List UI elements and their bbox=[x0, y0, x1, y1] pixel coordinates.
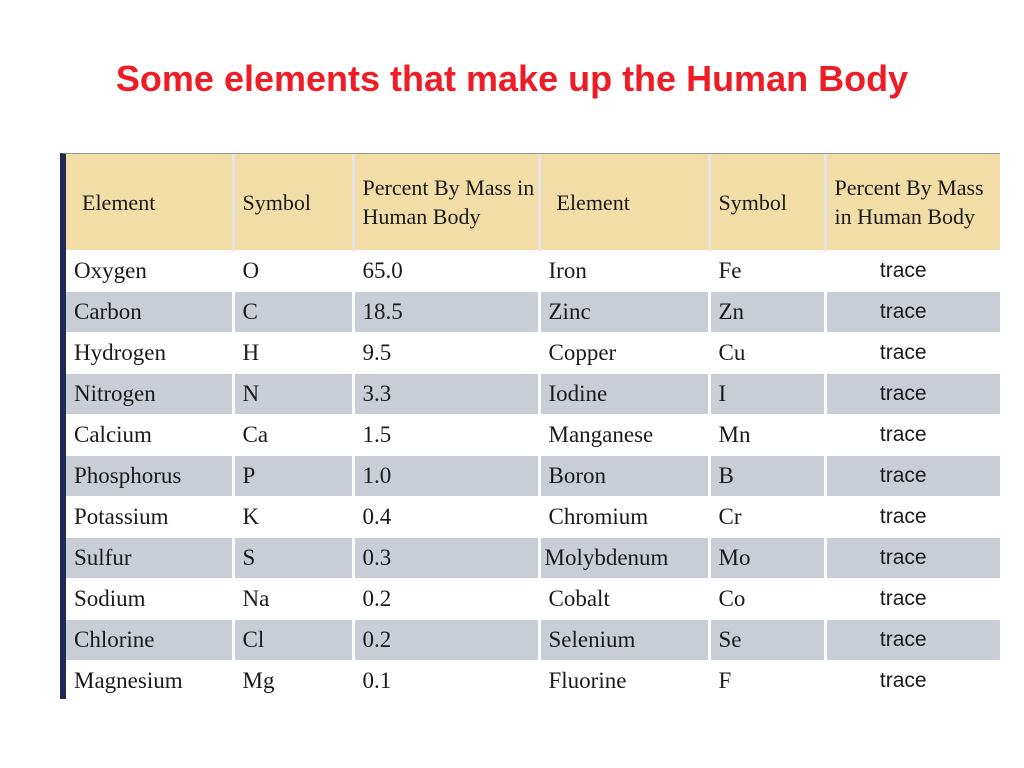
percent-by-mass: trace bbox=[825, 661, 1000, 702]
element-name: Phosphorus bbox=[66, 456, 233, 497]
element-symbol: H bbox=[233, 333, 353, 374]
slide-title: Some elements that make up the Human Body bbox=[115, 58, 909, 99]
element-name: Fluorine bbox=[539, 661, 709, 702]
header-symbol-2: Symbol bbox=[709, 154, 825, 251]
element-name: Sulfur bbox=[66, 538, 233, 579]
percent-by-mass: 0.4 bbox=[353, 497, 539, 538]
element-name: Zinc bbox=[539, 292, 709, 333]
percent-by-mass: trace bbox=[825, 251, 1000, 292]
element-symbol: Mo bbox=[709, 538, 825, 579]
element-name: Nitrogen bbox=[66, 374, 233, 415]
element-symbol: B bbox=[709, 456, 825, 497]
percent-by-mass: 3.3 bbox=[353, 374, 539, 415]
element-symbol: Zn bbox=[709, 292, 825, 333]
elements-table bbox=[66, 154, 1000, 701]
element-symbol: Fe bbox=[709, 251, 825, 292]
percent-by-mass: trace bbox=[825, 620, 1000, 661]
table-row bbox=[66, 333, 1000, 374]
element-symbol: Cl bbox=[233, 620, 353, 661]
element-name: Manganese bbox=[539, 415, 709, 456]
element-name: Boron bbox=[539, 456, 709, 497]
element-symbol: Cr bbox=[709, 497, 825, 538]
percent-by-mass: 0.2 bbox=[353, 620, 539, 661]
table-row bbox=[66, 538, 1000, 579]
elements-table-frame bbox=[60, 153, 1000, 699]
element-name: Chlorine bbox=[66, 620, 233, 661]
element-symbol: Ca bbox=[233, 415, 353, 456]
table-row bbox=[66, 497, 1000, 538]
table-row bbox=[66, 456, 1000, 497]
element-symbol: Se bbox=[709, 620, 825, 661]
element-name: Hydrogen bbox=[66, 333, 233, 374]
percent-by-mass: trace bbox=[825, 292, 1000, 333]
element-name: Iodine bbox=[539, 374, 709, 415]
element-symbol: O bbox=[233, 251, 353, 292]
element-symbol: Na bbox=[233, 579, 353, 620]
element-name: Cobalt bbox=[539, 579, 709, 620]
element-symbol: K bbox=[233, 497, 353, 538]
element-symbol: N bbox=[233, 374, 353, 415]
header-element: Element bbox=[66, 154, 233, 251]
element-symbol: P bbox=[233, 456, 353, 497]
element-name: Chromium bbox=[539, 497, 709, 538]
header-percent-by-mass: Percent By Mass in Human Body bbox=[353, 154, 539, 251]
element-name: Magnesium bbox=[66, 661, 233, 702]
header-element-2: Element bbox=[539, 154, 709, 251]
element-symbol: C bbox=[233, 292, 353, 333]
table-row bbox=[66, 374, 1000, 415]
percent-by-mass: trace bbox=[825, 497, 1000, 538]
element-symbol: Co bbox=[709, 579, 825, 620]
percent-by-mass: 0.3 bbox=[353, 538, 539, 579]
element-name: Copper bbox=[539, 333, 709, 374]
table-row bbox=[66, 415, 1000, 456]
element-name: Oxygen bbox=[66, 251, 233, 292]
percent-by-mass: trace bbox=[825, 456, 1000, 497]
element-name: Calcium bbox=[66, 415, 233, 456]
percent-by-mass: 0.1 bbox=[353, 661, 539, 702]
element-symbol: Mn bbox=[709, 415, 825, 456]
header-symbol: Symbol bbox=[233, 154, 353, 251]
element-name: Sodium bbox=[66, 579, 233, 620]
percent-by-mass: trace bbox=[825, 333, 1000, 374]
element-symbol: F bbox=[709, 661, 825, 702]
element-name: Selenium bbox=[539, 620, 709, 661]
percent-by-mass: trace bbox=[825, 374, 1000, 415]
percent-by-mass: 9.5 bbox=[353, 333, 539, 374]
percent-by-mass: trace bbox=[825, 538, 1000, 579]
element-name: Carbon bbox=[66, 292, 233, 333]
table-row bbox=[66, 251, 1000, 292]
element-symbol: Mg bbox=[233, 661, 353, 702]
percent-by-mass: 0.2 bbox=[353, 579, 539, 620]
table-header-row bbox=[66, 154, 1000, 251]
element-symbol: S bbox=[233, 538, 353, 579]
percent-by-mass: 1.0 bbox=[353, 456, 539, 497]
element-name: Potassium bbox=[66, 497, 233, 538]
element-name: Molybdenum bbox=[539, 538, 709, 579]
element-name: Iron bbox=[539, 251, 709, 292]
header-percent-by-mass-2: Percent By Mass in Human Body bbox=[825, 154, 1000, 251]
table-row bbox=[66, 292, 1000, 333]
percent-by-mass: trace bbox=[825, 415, 1000, 456]
table-row bbox=[66, 620, 1000, 661]
percent-by-mass: 1.5 bbox=[353, 415, 539, 456]
element-symbol: Cu bbox=[709, 333, 825, 374]
element-symbol: I bbox=[709, 374, 825, 415]
table-row bbox=[66, 661, 1000, 702]
table-row bbox=[66, 579, 1000, 620]
percent-by-mass: 18.5 bbox=[353, 292, 539, 333]
percent-by-mass: 65.0 bbox=[353, 251, 539, 292]
percent-by-mass: trace bbox=[825, 579, 1000, 620]
